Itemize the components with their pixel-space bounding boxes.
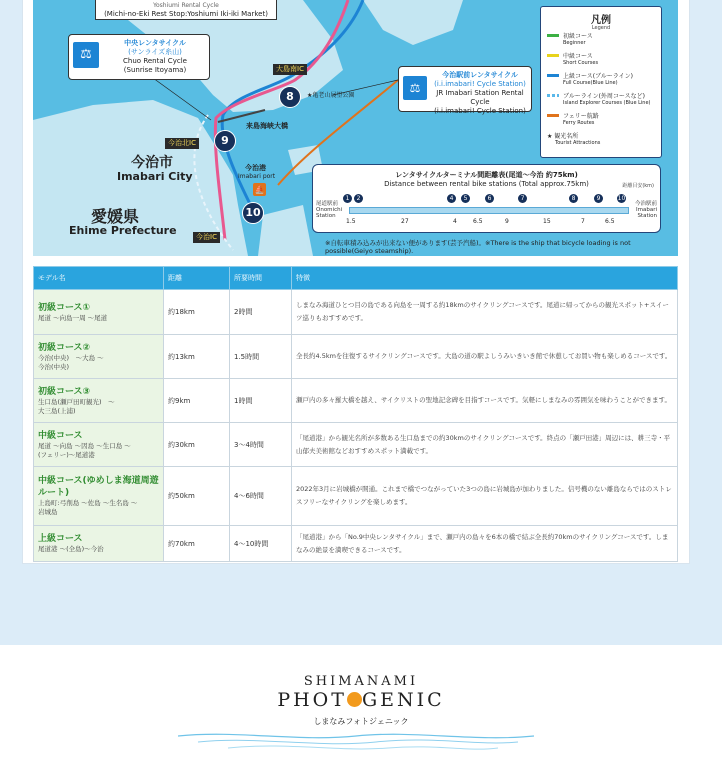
course-distance: 約50km xyxy=(164,467,230,526)
table-row xyxy=(34,467,678,526)
distance-station-marker: 9 xyxy=(594,194,603,203)
legend-item-en: Beginner xyxy=(563,40,586,46)
legend-item-en: Island Explorer Courses (Blue Line) xyxy=(563,100,651,106)
course-cell xyxy=(34,467,164,526)
legend-item-en: Full Course(Blue Line) xyxy=(563,80,618,86)
course-duration: 4〜10時間 xyxy=(230,526,292,562)
port-name-en: Imabari port xyxy=(238,173,276,180)
course-description: 瀬戸内の多々羅大橋を越え、サイクリストの聖地記念碑を目指すコースです。気軽にしまなみの雰囲気を味わうことができます。 xyxy=(292,379,678,423)
distance-station-marker: 6 xyxy=(485,194,494,203)
cycling-map xyxy=(33,0,678,256)
legend-item xyxy=(563,113,599,127)
course-description: 全長約4.5kmを往復するサイクリングコースです。大島の道の駅よしうみいきいき館で休憩してお買い物も楽しめるコースです。 xyxy=(292,335,678,379)
course-cell xyxy=(34,423,164,467)
course-cell xyxy=(34,335,164,379)
distance-value: 9 xyxy=(505,218,509,225)
chuo-name-en: Chuo Rental Cycle xyxy=(123,57,187,65)
distance-station-marker: 10 xyxy=(617,195,626,202)
station-name-jp: 今治駅前レンタサイクル xyxy=(442,71,518,79)
legend-swatch xyxy=(547,54,559,57)
brand-part-b: GENIC xyxy=(361,689,445,711)
course-description: 「尾道港」から「No.9中央レンタサイクル」まで、瀬戸内の島々を6本の橋で結ぶ全長約70kmのサイクリングコースです。しまなみの絶景を満喫できるコースです。 xyxy=(292,526,678,562)
legend-item-jp: フェリー航路 xyxy=(563,113,599,120)
course-name[interactable]: 上級コース xyxy=(38,534,83,544)
distance-station-marker: 8 xyxy=(569,194,578,203)
bicycle-icon: ⚖ xyxy=(73,42,99,68)
ferry-icon: ⛵ xyxy=(254,185,265,194)
legend-title: 凡例 xyxy=(591,15,611,26)
legend-swatch xyxy=(547,34,559,37)
header-distance: 距離 xyxy=(164,267,230,290)
station-rental-callout xyxy=(398,66,532,115)
table-row xyxy=(34,290,678,335)
header-duration: 所要時間 xyxy=(230,267,292,290)
course-description: 2022年3月に岩城橋が開通。これまで橋でつながっていた3つの島に岩城島が加わりました。信号機のない離島ならではのストレスフリーなサイクリングを楽しめます。 xyxy=(292,467,678,526)
legend-item xyxy=(547,133,600,147)
ic-imabari-label: 今治IC xyxy=(193,232,220,243)
station-marker-10[interactable]: 10 xyxy=(242,202,264,224)
course-route: 尾道港 〜(全島)〜今治 xyxy=(38,545,104,553)
course-description: 「尾道港」から観光名所が多数ある生口島までの約30kmのサイクリングコースです。終点の「瀬戸田港」周辺には、耕三寺・平山郁夫美術館などおすすめスポット満載です。 xyxy=(292,423,678,467)
rest-stop-label: (Michi-no-Eki Rest Stop:Yoshiumi Iki-iki Market) xyxy=(104,10,268,18)
land-east xyxy=(363,0,463,45)
distance-value: 27 xyxy=(401,218,409,225)
course-name[interactable]: 初級コース③ xyxy=(38,386,91,397)
course-distance: 約18km xyxy=(164,290,230,335)
course-name[interactable]: 中級コース xyxy=(38,430,83,441)
distance-title-jp: レンタサイクルターミナル間距離表(尾道〜今治 約75km) xyxy=(395,171,578,179)
brand-logo[interactable] xyxy=(0,689,722,711)
course-table xyxy=(33,266,678,562)
distance-station-marker: 4 xyxy=(447,194,456,203)
header-model-name: モデル名 xyxy=(34,267,164,290)
legend-swatch xyxy=(547,94,559,97)
legend-item-jp: 上級コース(ブルーライン) xyxy=(563,73,633,80)
course-name[interactable]: 初級コース② xyxy=(38,342,91,353)
course-description: しまなみ海道ひとつ目の島である向島を一周する約18kmのサイクリングコースです。尾道に帰ってからの観光スポット+スイーツ巡りもおすすめです。 xyxy=(292,290,678,335)
rest-stop-callout: Yoshiumi Rental Cycle (Michi-no-Eki Rest Stop:Yoshiumi Iki-iki Market) xyxy=(95,0,277,20)
distance-unit: 距離目安(km) xyxy=(622,183,654,189)
course-cell xyxy=(34,526,164,562)
course-route: 尾道 〜向島 〜因島 〜生口島 〜 (フェリー)〜尾道港 xyxy=(38,441,131,459)
table-row xyxy=(34,526,678,562)
table-row xyxy=(34,335,678,379)
station-marker-9[interactable]: 9 xyxy=(214,130,236,152)
course-distance: 約30km xyxy=(164,423,230,467)
station-sub-jp: (i.i.imabari! Cycle Station) xyxy=(434,80,526,88)
star-icon: ★ xyxy=(307,92,313,99)
legend-swatch xyxy=(547,74,559,77)
legend-item-en: Tourist Attractions xyxy=(555,140,601,146)
chuo-name-jp: 中央レンタサイクル xyxy=(124,39,186,47)
chuo-sub-jp: (サンライズ糸山) xyxy=(128,48,182,56)
course-duration: 3〜4時間 xyxy=(230,423,292,467)
distance-station-marker: 1 xyxy=(343,194,352,203)
course-duration: 2時間 xyxy=(230,290,292,335)
legend-item xyxy=(563,93,651,107)
map-legend xyxy=(540,6,662,158)
legend-item-en: Ferry Routes xyxy=(563,120,595,126)
distance-value: 6.5 xyxy=(605,218,615,225)
chuo-rental-callout xyxy=(68,34,210,80)
distance-value: 6.5 xyxy=(473,218,483,225)
prefecture-name-en: Ehime Prefecture xyxy=(69,224,177,237)
legend-swatch xyxy=(547,114,559,117)
legend-item-jp: 初級コース xyxy=(563,33,593,40)
brand-tagline: しまなみフォトジェニック xyxy=(313,717,409,726)
course-duration: 1時間 xyxy=(230,379,292,423)
course-cell xyxy=(34,379,164,423)
chuo-sub-en: (Sunrise Itoyama) xyxy=(123,66,187,74)
legend-item-jp: 中級コース xyxy=(563,53,593,60)
legend-item xyxy=(563,73,633,87)
distance-station-marker: 5 xyxy=(461,194,470,203)
park-label: ★亀老山展望公園 xyxy=(307,92,355,99)
course-duration: 4〜6時間 xyxy=(230,467,292,526)
course-distance: 約13km xyxy=(164,335,230,379)
prefecture-name-jp: 愛媛県 xyxy=(91,207,140,226)
distance-station-marker: 7 xyxy=(518,194,527,203)
header-features: 特徴 xyxy=(292,267,678,290)
distance-bar xyxy=(349,207,629,214)
brand-top: SHIMANAMI xyxy=(303,674,419,689)
course-route: 上島町:弓削島 〜佐島 〜生名島 〜 岩城島 xyxy=(38,499,138,516)
station-marker-8[interactable]: 8 xyxy=(279,86,301,108)
course-distance: 約9km xyxy=(164,379,230,423)
distance-end-label: 今治駅前 Imabari Station xyxy=(634,201,657,219)
table-row xyxy=(34,379,678,423)
distance-station-marker: 2 xyxy=(354,194,363,203)
city-name-jp: 今治市 xyxy=(131,155,173,171)
distance-title-en: Distance between rental bike stations (Total approx.75km) xyxy=(384,180,589,188)
course-name[interactable]: 中級コース(ゆめしま海道周遊ルート) xyxy=(38,476,159,498)
course-route: 尾道 〜向島一周 〜尾道 xyxy=(38,313,108,322)
course-route: 生口島(瀬戸田町観光) 〜 大三島(上浦) xyxy=(38,397,115,415)
distance-start-label: 尾道駅前 Onomichi Station xyxy=(316,201,343,219)
distance-value: 4 xyxy=(453,218,457,225)
course-name[interactable]: 初級コース① xyxy=(38,302,91,313)
course-route: 今治(中央) 〜大島 〜 今治(中央) xyxy=(38,353,104,371)
legend-item-jp: ★ 観光名所 xyxy=(547,133,579,140)
course-duration: 1.5時間 xyxy=(230,335,292,379)
course-cell xyxy=(34,290,164,335)
course-distance: 約70km xyxy=(164,526,230,562)
station-sub-en: (i.i.imabari! Cycle Station) xyxy=(434,107,526,115)
ic-imabari-north-label: 今治北IC xyxy=(165,138,199,149)
port-name-jp: 今治港 xyxy=(245,164,266,172)
bridge-label: 来島海峡大橋 xyxy=(246,122,288,130)
table-header-row xyxy=(34,267,678,290)
ic-oshima-label: 大島南IC xyxy=(273,64,307,75)
land-south xyxy=(258,205,313,256)
distance-chart xyxy=(312,164,661,233)
legend-subtitle: Legend xyxy=(591,25,611,31)
legend-item xyxy=(563,53,598,67)
legend-item xyxy=(563,33,593,47)
orange-circle-icon xyxy=(347,692,362,707)
legend-item-en: Short Courses xyxy=(563,60,599,66)
wave-decoration xyxy=(178,730,534,756)
footer xyxy=(0,645,722,763)
distance-value: 1.5 xyxy=(346,218,356,225)
ferry-note: ※自転車積み込みが出来ない便があります(芸予汽船)。※There is the ship that bicycle loading is not possible(Geiyo steamship). xyxy=(325,239,631,255)
station-name-en: JR Imabari Station Rental Cycle xyxy=(436,89,524,106)
distance-value: 15 xyxy=(543,218,551,225)
table-row xyxy=(34,423,678,467)
bicycle-icon: ⚖ xyxy=(403,76,427,100)
distance-value: 7 xyxy=(581,218,585,225)
city-name-en: Imabari City xyxy=(117,170,193,183)
legend-item-jp: ブルーライン(外周コースなど) xyxy=(563,93,645,100)
brand-part-a: PHOT xyxy=(277,689,347,711)
